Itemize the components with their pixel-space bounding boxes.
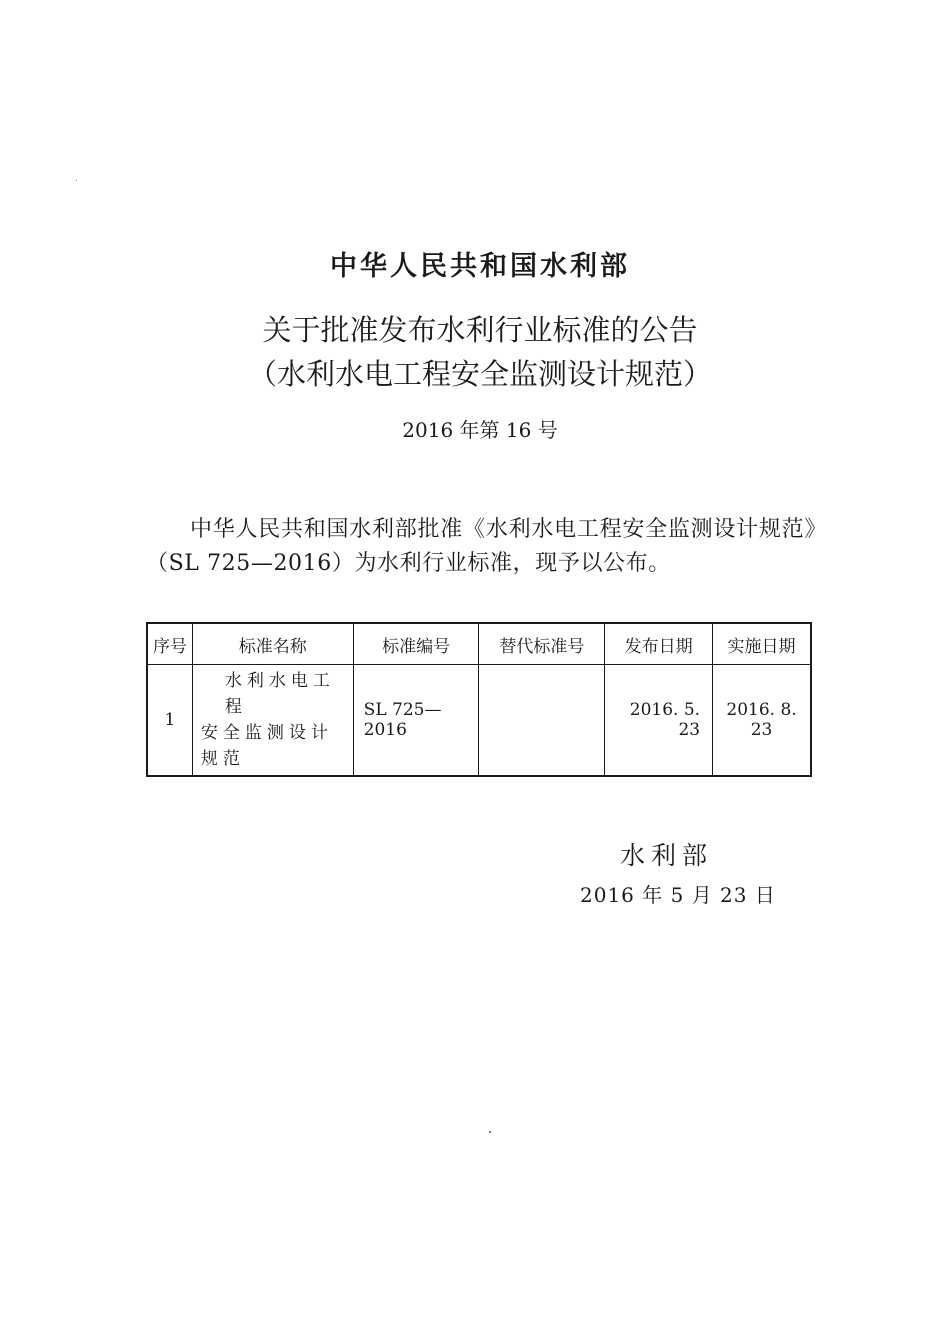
table-row (147, 665, 811, 777)
signature-org: 水利部 (620, 841, 714, 870)
cell-replaces (479, 665, 605, 777)
cell-code: SL 725—2016 (353, 665, 479, 777)
cell-no: 1 (147, 665, 192, 777)
cell-effective-date: 2016. 8. 23 (713, 665, 811, 777)
document-number: 2016 年第 16 号 (402, 418, 558, 442)
table-header-row (147, 623, 811, 665)
col-header-code: 标准编号 (353, 623, 479, 665)
col-header-name: 标准名称 (192, 623, 353, 665)
announcement-title: 关于批准发布水利行业标准的公告 (262, 313, 698, 347)
col-header-effective-date: 实施日期 (713, 623, 811, 665)
standard-name-line: 水利水电工程 (224, 671, 335, 717)
scan-speck (76, 180, 77, 181)
issuer-heading: 中华人民共和国水利部 (330, 251, 630, 282)
col-header-no: 序号 (147, 623, 192, 665)
standards-table (146, 622, 812, 777)
col-header-issue-date: 发布日期 (605, 623, 713, 665)
body-paragraph: 中华人民共和国水利部批准《水利水电工程安全监测设计规范》（SL 725—2016）为水利行业标准，现予以公布。 (146, 517, 816, 576)
standard-name-line: 安全监测设计 (200, 723, 333, 743)
cell-issue-date: 2016. 5. 23 (605, 665, 713, 777)
standard-name-line: 规范 (200, 749, 245, 769)
announcement-subtitle: （水利水电工程安全监测设计规范） (247, 357, 712, 391)
col-header-replaces: 替代标准号 (479, 623, 605, 665)
cell-standard-name (192, 665, 353, 777)
scan-speck (489, 1131, 491, 1133)
signature-date: 2016 年 5 月 23 日 (580, 883, 776, 907)
